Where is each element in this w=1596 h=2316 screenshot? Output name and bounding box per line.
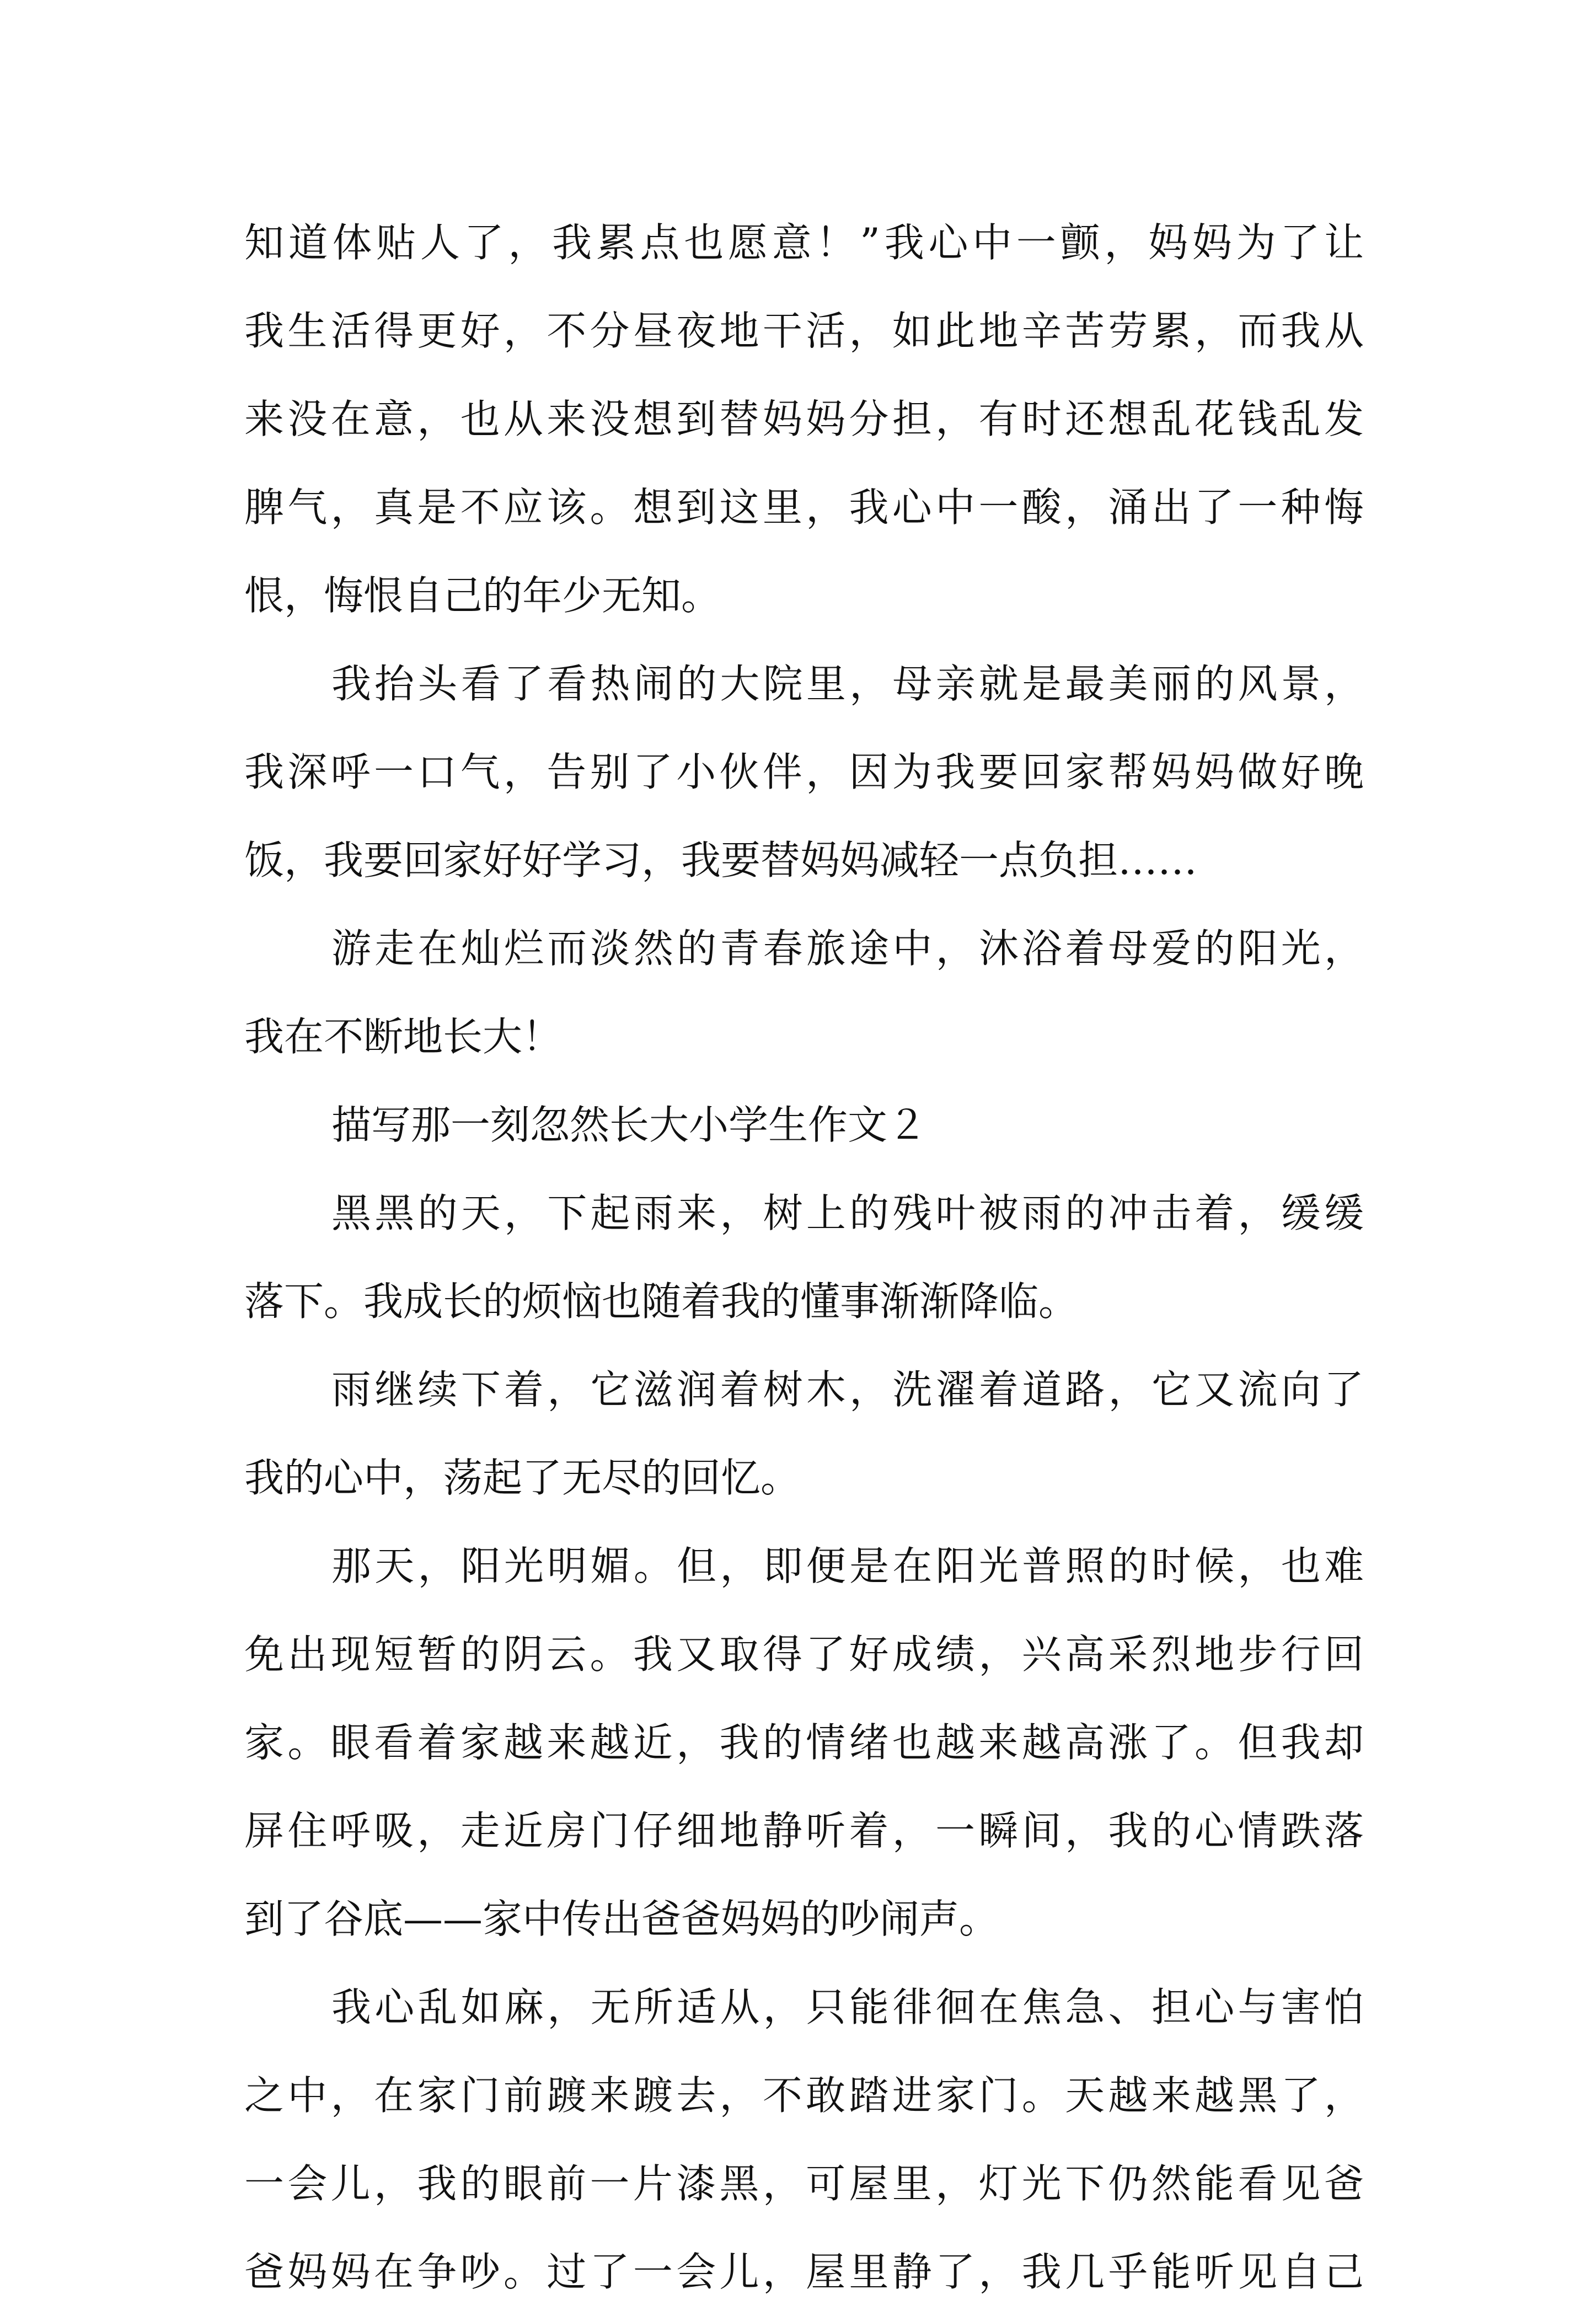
text-line: 知道体贴人了，我累点也愿意！”我心中一颤，妈妈为了让 — [244, 219, 1364, 266]
text-line: 那天，阳光明媚。但，即便是在阳光普照的时候，也难 — [331, 1543, 1364, 1589]
text-line: 雨继续下着，它滋润着树木，洗濯着道路，它又流向了 — [331, 1366, 1364, 1413]
text-line: 屏住呼吸，走近房门仔细地静听着，一瞬间，我的心情跌落 — [244, 1808, 1364, 1854]
text-line: 饭，我要回家好好学习，我要替妈妈减轻一点负担…… — [244, 837, 1198, 883]
text-line: 我在不断地长大！ — [244, 1014, 563, 1060]
text-line: 我心乱如麻，无所适从，只能徘徊在焦急、担心与害怕 — [331, 1984, 1364, 2030]
text-line: 黑黑的天，下起雨来，树上的残叶被雨的冲击着，缓缓 — [331, 1190, 1364, 1236]
text-line: 我抬头看了看热闹的大院里，母亲就是最美丽的风景， — [331, 661, 1364, 707]
text-line: 落下。我成长的烦恼也随着我的懂事渐渐降临。 — [244, 1278, 1079, 1325]
text-line: 我生活得更好，不分昼夜地干活，如此地辛苦劳累，而我从 — [244, 308, 1364, 354]
text-line: 到了谷底——家中传出爸爸妈妈的吵闹声。 — [244, 1896, 999, 1942]
text-line: 之中，在家门前踱来踱去，不敢踏进家门。天越来越黑了， — [244, 2072, 1364, 2119]
text-line: 游走在灿烂而淡然的青春旅途中，沐浴着母爱的阳光， — [331, 925, 1364, 972]
text-line: 我的心中，荡起了无尽的回忆。 — [244, 1455, 801, 1501]
text-line: 爸妈妈在争吵。过了一会儿，屋里静了，我几乎能听见自己 — [244, 2249, 1364, 2295]
text-line: 我深呼一口气，告别了小伙伴，因为我要回家帮妈妈做好晚 — [244, 749, 1364, 795]
essay-text — [244, 199, 1364, 2316]
text-line: 恨，悔恨自己的年少无知。 — [244, 572, 721, 619]
section-heading: 描写那一刻忽然长大小学生作文２ — [331, 1102, 928, 1148]
text-line: 家。眼看着家越来越近，我的情绪也越来越高涨了。但我却 — [244, 1719, 1364, 1766]
text-line: 脾气，真是不应该。想到这里，我心中一酸，涌出了一种悔 — [244, 484, 1364, 530]
text-line: 来没在意，也从来没想到替妈妈分担，有时还想乱花钱乱发 — [244, 396, 1364, 442]
text-line: 一会儿，我的眼前一片漆黑，可屋里，灯光下仍然能看见爸 — [244, 2160, 1364, 2207]
text-line: 免出现短暂的阴云。我又取得了好成绩，兴高采烈地步行回 — [244, 1631, 1364, 1677]
